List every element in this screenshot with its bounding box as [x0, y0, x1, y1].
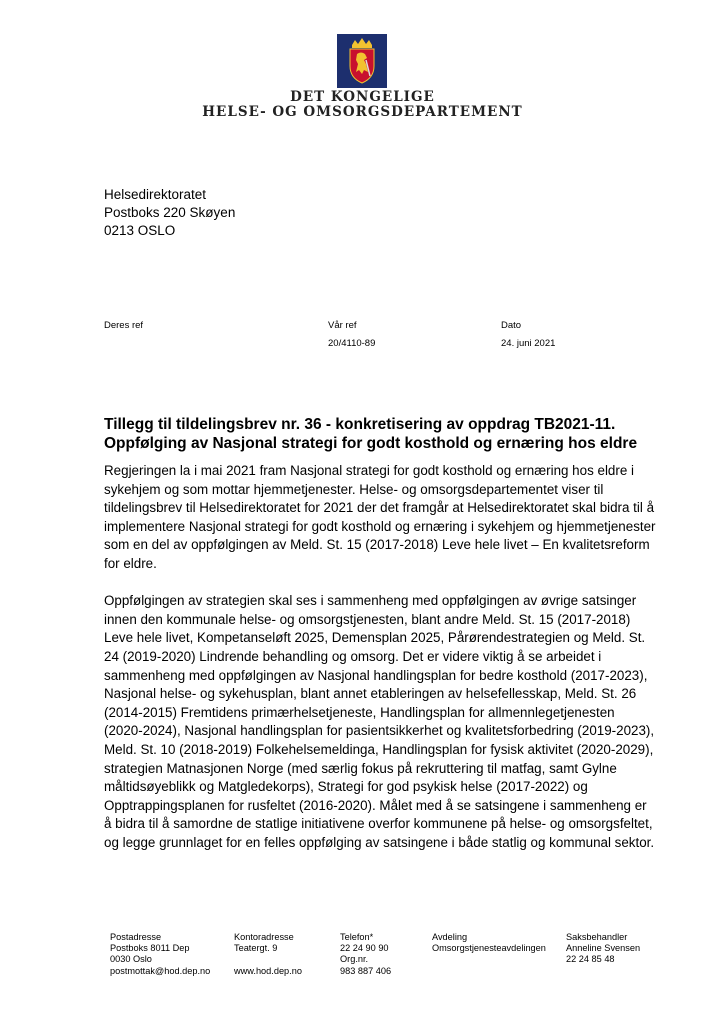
body-line: måltidsøyeblikk og Matgledekorps), Strategi for god psykisk helse (2017-2022) og — [104, 779, 588, 795]
body-line: (2014-2015) Fremtidens primærhelsetjeneste, Handlingsplan for allmennlegetjenesten — [104, 704, 615, 720]
recipient-postal: 0213 OSLO — [104, 223, 176, 238]
footer-value: Teatergt. 9 — [234, 943, 278, 954]
our-ref-label: Vår ref — [328, 320, 357, 331]
footer-label: Telefon* — [340, 932, 374, 942]
footer-label: Postadresse — [110, 932, 162, 942]
body-line: sykehjem og som mottar hjemmetjenester. Helse- og omsorgsdepartementet viser til — [104, 481, 604, 497]
body-line: tildelingsbrev til Helsedirektoratet for 2021 der det framgår at Helsedirektoratet skal bidra til å — [104, 500, 655, 516]
ministry-crest — [337, 34, 387, 88]
footer-postal-address — [110, 932, 210, 977]
footer-value: Omsorgstjenesteavdelingen — [432, 943, 546, 954]
title-line: Tillegg til tildelingsbrev nr. 36 - konkretisering av oppdrag TB2021-11. — [104, 416, 616, 433]
body-line: Regjeringen la i mai 2021 fram Nasjonal strategi for godt kosthold og ernæring hos eldre i — [104, 463, 634, 478]
body-line: 24 (2019-2020) Lindrende behandling og omsorg. Det er videre viktig å se arbeidet i — [104, 648, 602, 664]
body-line: sammenheng med oppfølgingen av Nasjonal handlingsplan for bedre kosthold (2017-2023), — [104, 667, 648, 683]
body-line: å bidra til å samordne de statlige initiativene overfor kommunene på helse- og omsorgsfeltet, — [104, 816, 653, 832]
footer-value: 22 24 90 90 — [340, 943, 389, 954]
body-line: Meld. St. 10 (2018-2019) Folkehelsemeldinga, Handlingsplan for fysisk aktivitet (2020-2029), — [104, 741, 654, 757]
body-line: implementere Nasjonal strategi for godt kosthold og ernæring i sykehjem og hjemmetjenester — [104, 518, 656, 534]
footer-value — [234, 954, 302, 965]
footer-office-address — [234, 932, 302, 977]
date-label: Dato — [501, 320, 522, 331]
footer-value: 0030 Oslo — [110, 954, 152, 965]
footer-value: Anneline Svensen — [566, 943, 641, 954]
norwegian-royal-crest-icon — [337, 34, 387, 88]
body-line: og legge grunnlaget for en felles oppfølging av satsingene i både statlig og kommunal sektor. — [104, 834, 655, 850]
footer-email-link[interactable]: postmottak@hod.dep.no — [110, 965, 211, 976]
body-line: som en del av oppfølgingen av Meld. St. 15 (2017-2018) Leve hele livet – En kvalitetsreform — [104, 537, 650, 553]
footer-value: 22 24 85 48 — [566, 954, 615, 965]
their-ref-label: Deres ref — [104, 320, 144, 331]
letter-body — [104, 462, 664, 852]
letter-title — [104, 416, 664, 453]
body-line: Opptrappingsplanen for rusfeltet (2016-2020). Målet med å se satsingene i sammenheng er — [104, 797, 647, 813]
footer-phone — [340, 932, 391, 977]
body-line: strategien Matnasjonen Norge (med særlig fokus på rekruttering til matfag, samt Gylne — [104, 760, 617, 776]
our-ref-value: 20/4110-89 — [328, 338, 376, 349]
body-line: (2020-2024), Nasjonal handlingsplan for pasientsikkerhet og kvalitetsforbedring (2019-2023), — [104, 723, 655, 739]
footer-value: 983 887 406 — [340, 965, 392, 976]
paragraph-1 — [104, 462, 664, 574]
body-line: Oppfølgingen av strategien skal ses i sammenheng med oppfølgingen av øvrige satsinger — [104, 593, 637, 609]
recipient-street: Postboks 220 Skøyen — [104, 205, 236, 220]
footer-label: Org.nr. — [340, 954, 369, 965]
footer-label: Avdeling — [432, 932, 468, 942]
body-line: Nasjonal helse- og sykehusplan, blant annet etableringen av helsefellesskap, Meld. St. 26 — [104, 686, 637, 702]
footer-case-officer — [566, 932, 640, 966]
department-name-line1: DET KONGELIGE — [290, 89, 435, 105]
footer-label: Saksbehandler — [566, 932, 628, 942]
body-line: Leve hele livet, Kompetanseløft 2025, Demensplan 2025, Pårørendestrategien og Meld. St. — [104, 630, 646, 646]
recipient-name: Helsedirektoratet — [104, 187, 207, 202]
date-value: 24. juni 2021 — [501, 338, 556, 349]
footer-value: Postboks 8011 Dep — [110, 943, 190, 954]
title-line: Oppfølging av Nasjonal strategi for godt kosthold og ernæring hos eldre — [104, 434, 638, 452]
footer-website-link[interactable]: www.hod.dep.no — [234, 965, 302, 976]
body-line: for eldre. — [104, 555, 157, 571]
body-line: innen den kommunale helse- og omsorgstjenesten, blant andre Meld. St. 15 (2017-2018) — [104, 611, 631, 627]
recipient-address — [104, 186, 235, 240]
footer-label: Kontoradresse — [234, 932, 294, 942]
paragraph-2 — [104, 592, 664, 852]
footer-department — [432, 932, 546, 954]
department-name-line2: HELSE- OG OMSORGSDEPARTEMENT — [202, 104, 523, 120]
